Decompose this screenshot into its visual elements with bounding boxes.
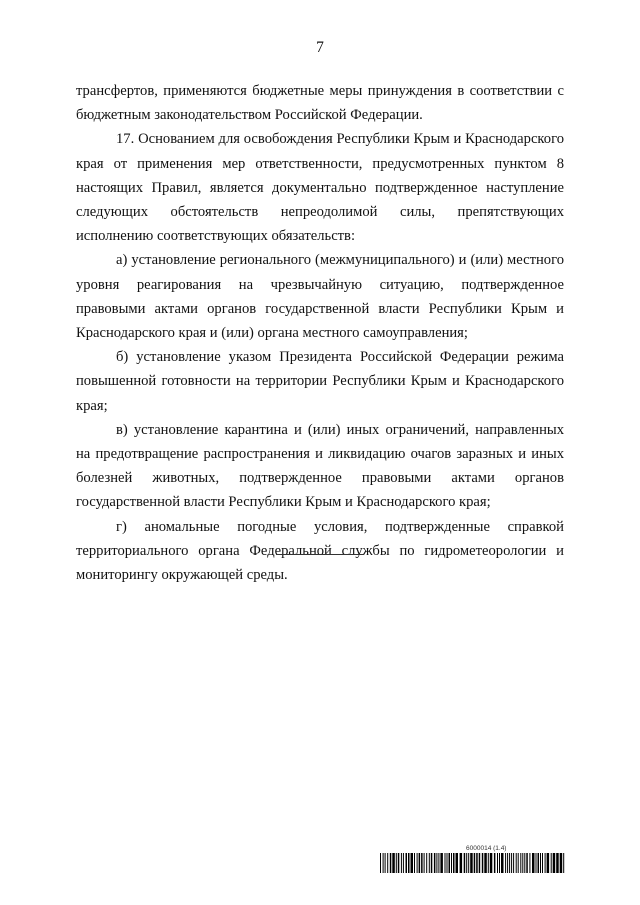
paragraph-continuation: трансфертов, применяются бюджетные меры принуждения в соответствии с бюджетным законодательством Российской Федерации. <box>76 83 564 124</box>
barcode-icon <box>380 853 565 873</box>
paragraph-item-b: б) установление указом Президента Российской Федерации режима повышенной готовности на территории Республики Крым и Краснодарского края; <box>76 349 564 414</box>
paragraph-item-v: в) установление карантина и (или) иных ограничений, направленных на предотвращение распространения и ликвидацию очагов заразных и иных болезней животных, подтвержденное правовыми актами органов государственной власти Республики Крым и Краснодарского края; <box>76 421 564 511</box>
paragraph-item-g: г) аномальные погодные условия, подтвержденные справкой территориального органа Федеральной службы по гидрометеорологии и мониторингу окружающей среды. <box>76 518 564 584</box>
page-number: 7 <box>316 39 324 56</box>
document-code: 6000014 (1.4) <box>466 845 507 852</box>
end-separator-line <box>276 554 364 555</box>
paragraph-item-a: а) установление регионального (межмуниципального) и (или) местного уровня реагирования на чрезвычайную ситуацию, подтвержденное правовыми актами органов государственной власти Республики Крым и Краснодарского края и (или) органа местного самоуправления; <box>76 252 564 342</box>
document-body <box>76 79 564 587</box>
paragraph-item-17: 17. Основанием для освобождения Республики Крым и Краснодарского края от применения мер ответственности, предусмотренных пунктом 8 настоящих Правил, является документально подтвержденное наступление следующих обстоятельств непреодолимой силы, препятствующих исполнению соответствующих обязательств: <box>76 131 564 245</box>
